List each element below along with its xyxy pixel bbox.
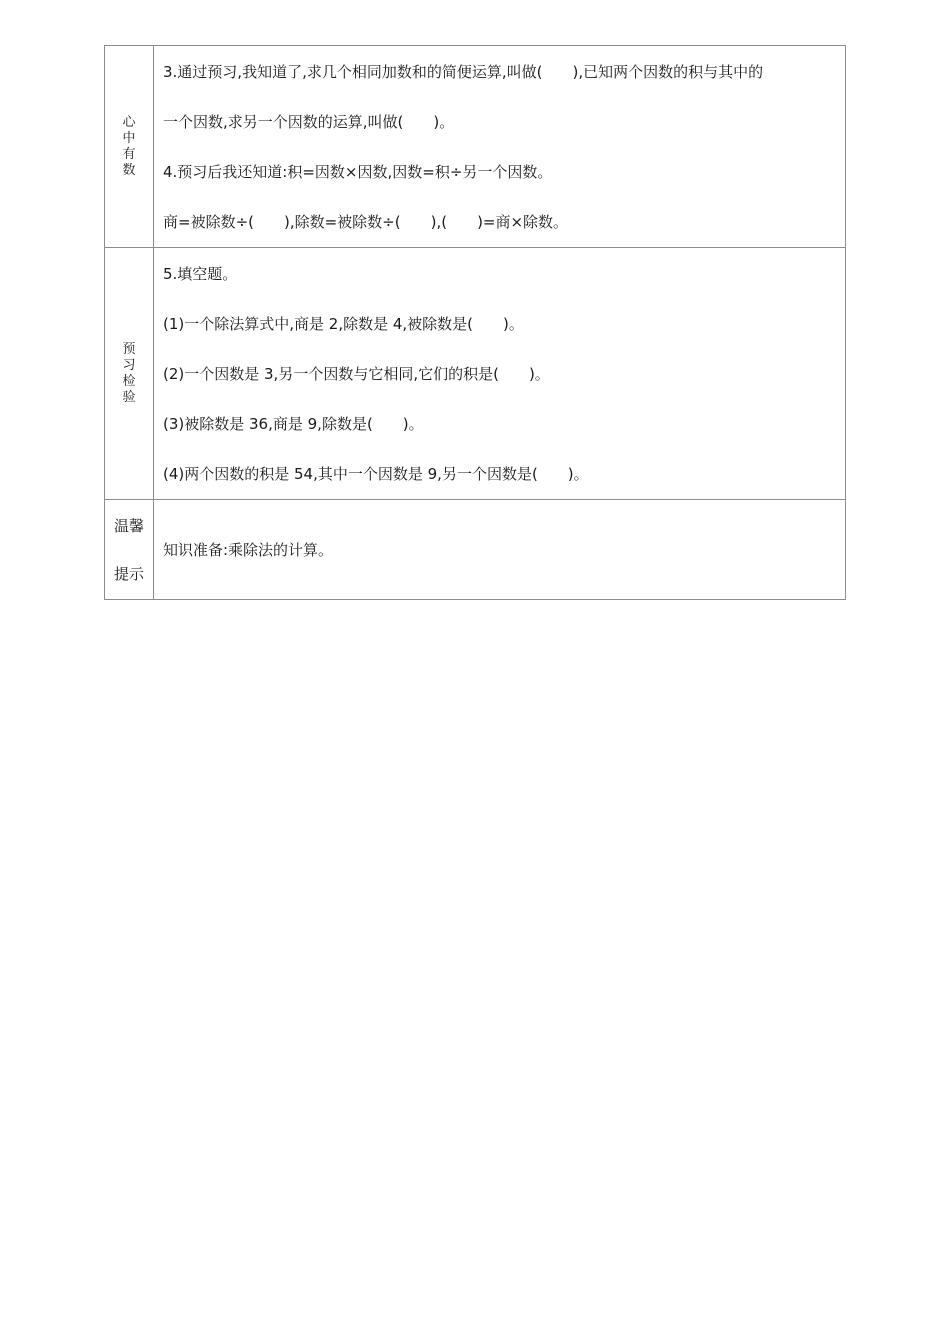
section-label-top: 温馨 bbox=[113, 516, 144, 535]
question-5-item-3: (3)被除数是 36,商是 9,除数是( )。 bbox=[163, 415, 424, 433]
section-content bbox=[154, 500, 846, 600]
question-5-heading: 5.填空题。 bbox=[163, 265, 238, 283]
section-content bbox=[154, 46, 846, 248]
section-label-cell bbox=[105, 248, 154, 500]
section-row-yu-xi-jian-yan bbox=[105, 248, 846, 500]
question-5-item-2: (2)一个因数是 3,另一个因数与它相同,它们的积是( )。 bbox=[163, 365, 550, 383]
section-row-wen-xin-ti-shi bbox=[105, 500, 846, 600]
section-label: 预习检验 bbox=[122, 341, 136, 405]
section-label-cell bbox=[105, 500, 154, 600]
section-row-xin-zhong-you-shu bbox=[105, 46, 846, 248]
worksheet-table bbox=[104, 45, 846, 600]
section-label bbox=[105, 502, 153, 598]
tip-line: 知识准备:乘除法的计算。 bbox=[163, 540, 334, 559]
section-label-cell bbox=[105, 46, 154, 248]
question-5-item-1: (1)一个除法算式中,商是 2,除数是 4,被除数是( )。 bbox=[163, 315, 524, 333]
question-4-line-1: 4.预习后我还知道:积=因数×因数,因数=积÷另一个因数。 bbox=[163, 163, 553, 181]
section-label: 心中有数 bbox=[122, 114, 136, 178]
question-4-line-2: 商=被除数÷( ),除数=被除数÷( ),( )=商×除数。 bbox=[163, 213, 569, 231]
section-content bbox=[154, 248, 846, 500]
section-label-bottom: 提示 bbox=[113, 564, 144, 583]
question-5-item-4: (4)两个因数的积是 54,其中一个因数是 9,另一个因数是( )。 bbox=[163, 465, 589, 483]
question-3-line-1: 3.通过预习,我知道了,求几个相同加数和的简便运算,叫做( ),已知两个因数的积与其中的 bbox=[163, 63, 764, 81]
question-3-line-2: 一个因数,求另一个因数的运算,叫做( )。 bbox=[163, 113, 455, 131]
